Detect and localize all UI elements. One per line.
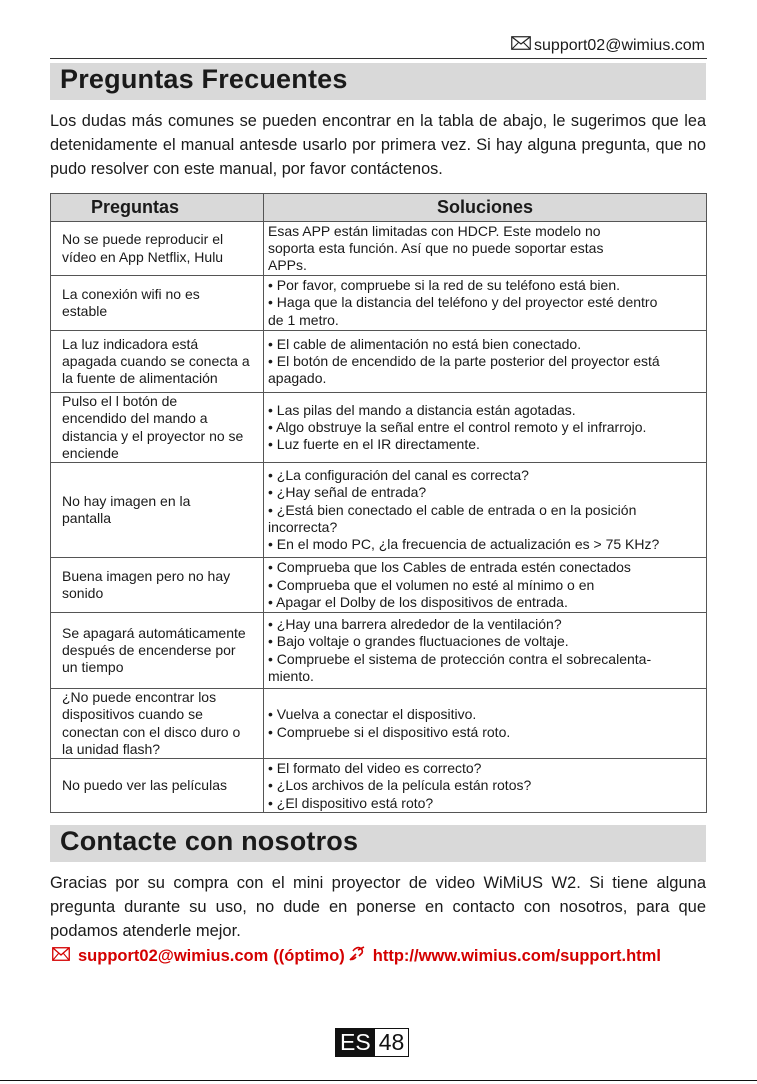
faq-solution-text: • El cable de alimentación no está bien conectado. • El botón de encendido de la parte posterior del proyector está apagado.: [268, 335, 660, 387]
faq-solution: [264, 331, 707, 393]
header-email: [511, 36, 705, 55]
faq-solution-text: • Las pilas del mando a distancia están agotadas. • Algo obstruye la señal entre el control remoto y el infrarrojo. • Luz fuerte en el IR directamente.: [268, 401, 647, 453]
faq-table: [50, 193, 707, 813]
faq-row: [51, 558, 707, 613]
faq-question: [51, 276, 264, 331]
envelope-icon: [511, 36, 531, 55]
contact-email-note: ((óptimo): [273, 947, 345, 965]
faq-solution: [264, 393, 707, 463]
faq-question: [51, 222, 264, 276]
contact-line: [52, 945, 661, 968]
faq-row: [51, 463, 707, 558]
faq-solution-text: • ¿Hay una barrera alrededor de la ventilación? • Bajo voltaje o grandes fluctuaciones de voltaje. • Compruebe el sistema de protección contra el sobrecalenta- miento.: [268, 616, 652, 684]
faq-solution: [264, 463, 707, 558]
faq-question: [51, 558, 264, 613]
faq-question-text: Se apagará automáticamente después de encenderse por un tiempo: [62, 624, 246, 676]
link-icon: [347, 945, 367, 968]
faq-solution: [264, 276, 707, 331]
contact-section-header: [50, 825, 706, 862]
solutions-header: Soluciones: [264, 194, 707, 222]
faq-solution-text: • Comprueba que los Cables de entrada estén conectados • Comprueba que el volumen no esté al mínimo o en • Apagar el Dolby de los dispositivos de entrada.: [268, 559, 631, 610]
faq-question: [51, 393, 264, 463]
faq-question: [51, 463, 264, 558]
page-language: ES: [336, 1029, 375, 1056]
contact-section-title: Contacte con nosotros: [60, 826, 359, 856]
faq-solution-text: Esas APP están limitadas con HDCP. Este modelo no soporta esta función. Así que no puede soportar estas APPs.: [268, 222, 604, 274]
header-email-text: support02@wimius.com: [534, 36, 705, 54]
faq-row: [51, 276, 707, 331]
page-number: [335, 1028, 409, 1057]
faq-question-text: Buena imagen pero no hay sonido: [62, 567, 231, 602]
faq-question-text: No puedo ver las películas: [62, 777, 227, 794]
faq-row: [51, 393, 707, 463]
envelope-icon: [52, 947, 70, 966]
faq-solution: [264, 759, 707, 813]
faq-section-header: [50, 63, 706, 100]
contact-url-link[interactable]: http://www.wimius.com/support.html: [372, 947, 661, 965]
faq-solution: [264, 558, 707, 613]
faq-solution-text: • Vuelva a conectar el dispositivo. • Compruebe si el dispositivo está roto.: [268, 706, 511, 740]
faq-question: [51, 689, 264, 759]
faq-solution: [264, 222, 707, 276]
faq-intro: Los dudas más comunes se pueden encontrar en la tabla de abajo, le sugerimos que lea detenidamente el manual antesde usarlo por primera vez. Si hay alguna pregunta, que no pudo resolver con este manual, por favor contáctenos.: [50, 112, 706, 178]
questions-header: Preguntas: [51, 194, 264, 222]
faq-question-text: La conexión wifi no es estable: [62, 285, 200, 319]
bottom-divider: [0, 1080, 757, 1081]
faq-question-text: La luz indicadora está apagada cuando se conecta a la fuente de alimentación: [62, 335, 250, 387]
faq-solution: [264, 613, 707, 689]
faq-question-text: Pulso el l botón de encendido del mando a distancia y el proyector no se enciende: [62, 393, 244, 461]
faq-solution-text: • El formato del video es correcto? • ¿Los archivos de la película están rotos? • ¿El dispositivo está roto?: [268, 759, 532, 811]
faq-row: [51, 331, 707, 393]
faq-question: [51, 613, 264, 689]
header-divider: [50, 58, 707, 59]
faq-question-text: No hay imagen en la pantalla: [62, 492, 191, 527]
faq-section-title: Preguntas Frecuentes: [60, 64, 348, 94]
faq-row: [51, 689, 707, 759]
faq-table-header: [51, 194, 707, 222]
faq-solution: [264, 689, 707, 759]
faq-solution-text: • Por favor, compruebe si la red de su teléfono está bien. • Haga que la distancia del teléfono y del proyector esté dentro de 1 metro.: [268, 277, 658, 328]
page-number-value: 48: [375, 1029, 409, 1056]
contact-text: Gracias por su compra con el mini proyector de video WiMiUS W2. Si tiene alguna pregunta durante su uso, no dude en ponerse en contacto con nosotros, para que podamos atenderle mejor.: [50, 874, 706, 940]
faq-row: [51, 222, 707, 276]
faq-question: [51, 759, 264, 813]
faq-solution-text: • ¿La configuración del canal es correcta? • ¿Hay señal de entrada? • ¿Está bien conectado el cable de entrada o en la posición incorrecta? • En el modo PC, ¿la frecuencia de actualización es > 75 KHz?: [268, 466, 660, 553]
contact-email-link[interactable]: support02@wimius.com: [78, 947, 269, 965]
faq-question: [51, 331, 264, 393]
faq-row: [51, 613, 707, 689]
faq-question-text: ¿No puede encontrar los dispositivos cuando se conectan con el disco duro o la unidad flash?: [62, 689, 241, 758]
faq-row: [51, 759, 707, 813]
faq-question-text: No se puede reproducir el vídeo en App Netflix, Hulu: [62, 231, 224, 265]
